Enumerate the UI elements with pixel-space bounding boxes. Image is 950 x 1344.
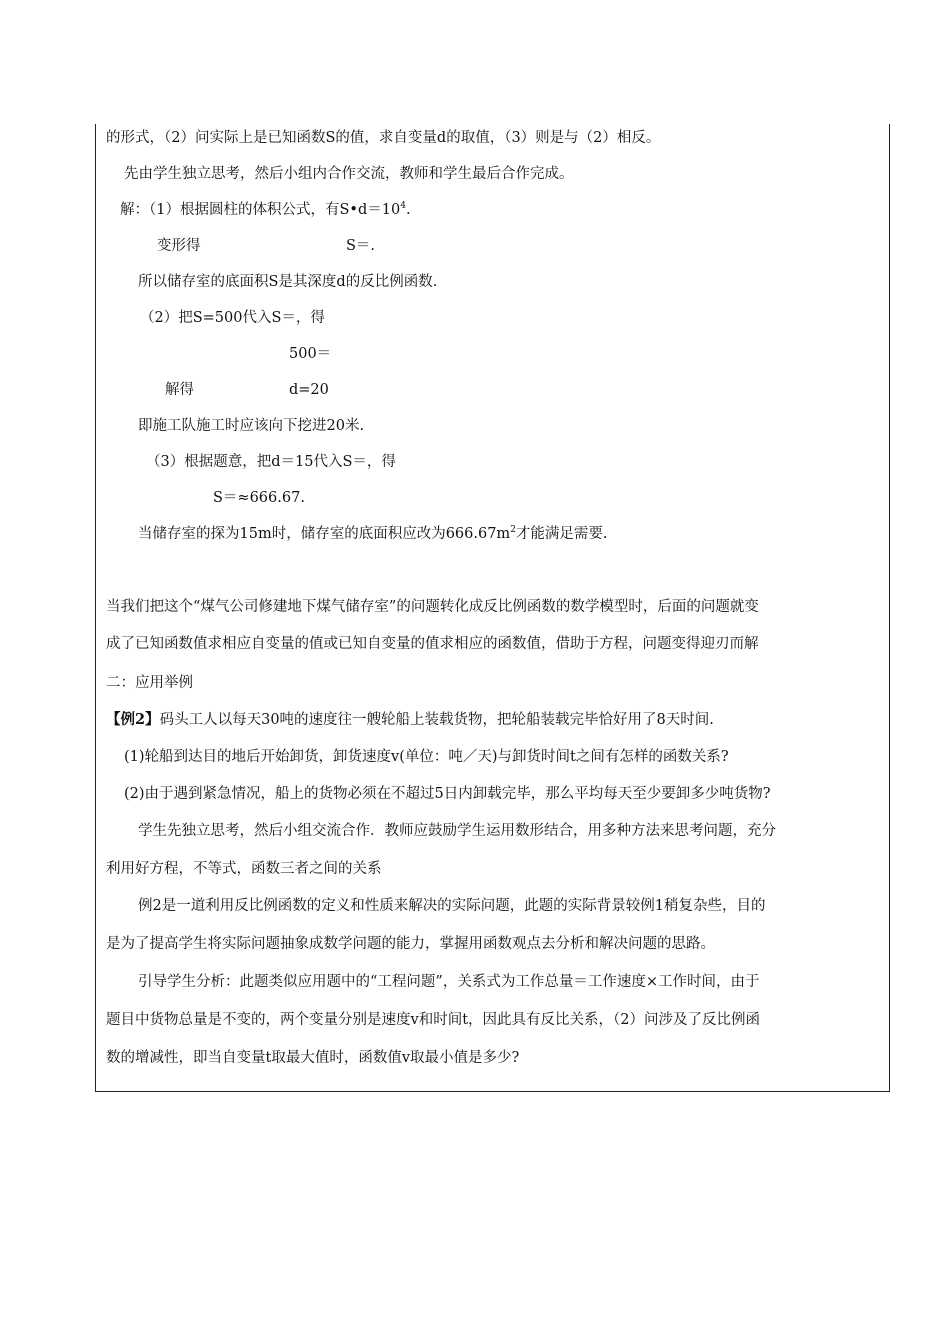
text-line: 解得 [165, 382, 194, 398]
text-line: 成了已知函数值求相应自变量的值或已知自变量的值求相应的函数值，借助于方程，问题变得迎刃而解 [106, 636, 759, 652]
text-line: 引导学生分析：此题类似应用题中的“工程问题”，关系式为工作总量＝工作速度×工作时间，由于 [138, 974, 760, 990]
text-span: . [405, 202, 411, 218]
text-line: 变形得 [157, 238, 201, 254]
text-line: 当我们把这个“煤气公司修建地下煤气储存室”的问题转化成反比例函数的数学模型时，后面的问题就变 [106, 599, 759, 615]
text-span: 解：（1）根据圆柱的体积公式，有S•d＝10 [120, 202, 401, 218]
superscript: 4 [400, 201, 406, 212]
text-line: 先由学生独立思考，然后小组内合作交流，教师和学生最后合作完成。 [124, 166, 574, 182]
text-span: 码头工人以每天30吨的速度往一艘轮船上装载货物，把轮船装载完毕恰好用了8天时间. [159, 712, 714, 728]
text-span: 才能满足需要. [515, 526, 608, 542]
formula-text: d=20 [289, 382, 329, 398]
formula-text: 500＝ [289, 346, 332, 362]
section-heading: 二：应用举例 [106, 675, 193, 691]
conclusion-line [138, 524, 608, 544]
text-line: 是为了提高学生将实际问题抽象成数学问题的能力，掌握用函数观点去分析和解决问题的思路。 [106, 936, 715, 952]
text-line: 所以储存室的底面积S是其深度d的反比例函数. [138, 274, 438, 290]
example-label: 【例2】 [106, 711, 160, 728]
text-line: 即施工队施工时应该向下挖进20米. [138, 418, 365, 434]
text-line: 的形式，（2）问实际上是已知函数S的值，求自变量d的取值，（3）则是与（2）相反。 [106, 130, 661, 146]
text-line: (1)轮船到达目的地后开始卸货，卸货速度v(单位：吨／天)与卸货时间t之间有怎样的函数关系? [124, 749, 729, 765]
text-line: 利用好方程，不等式，函数三者之间的关系 [106, 861, 382, 877]
text-line: （2）把S=500代入S＝，得 [140, 310, 325, 326]
solution-line [120, 200, 411, 220]
text-line: (2)由于遇到紧急情况，船上的货物必须在不超过5日内卸载完毕，那么平均每天至少要卸多少吨货物? [124, 786, 771, 802]
formula-text: S＝≈666.67. [213, 490, 305, 506]
text-line: 题目中货物总量是不变的，两个变量分别是速度v和时间t，因此具有反比关系，（2）问涉及了反比例函 [106, 1012, 760, 1028]
text-line: 学生先独立思考，然后小组交流合作．教师应鼓励学生运用数形结合，用多种方法来思考问题，充分 [138, 823, 776, 839]
formula-text: S＝. [346, 238, 376, 254]
superscript: 2 [510, 525, 516, 536]
text-line: 数的增减性，即当自变量t取最大值时，函数值v取最小值是多少? [106, 1050, 520, 1066]
example-line [106, 710, 714, 730]
text-line: 例2是一道利用反比例函数的定义和性质来解决的实际问题，此题的实际背景较例1稍复杂些，目的 [138, 898, 766, 914]
text-line: （3）根据题意，把d＝15代入S＝，得 [146, 454, 396, 470]
text-span: 当储存室的探为15m时，储存室的底面积应改为666.67m [138, 526, 511, 542]
